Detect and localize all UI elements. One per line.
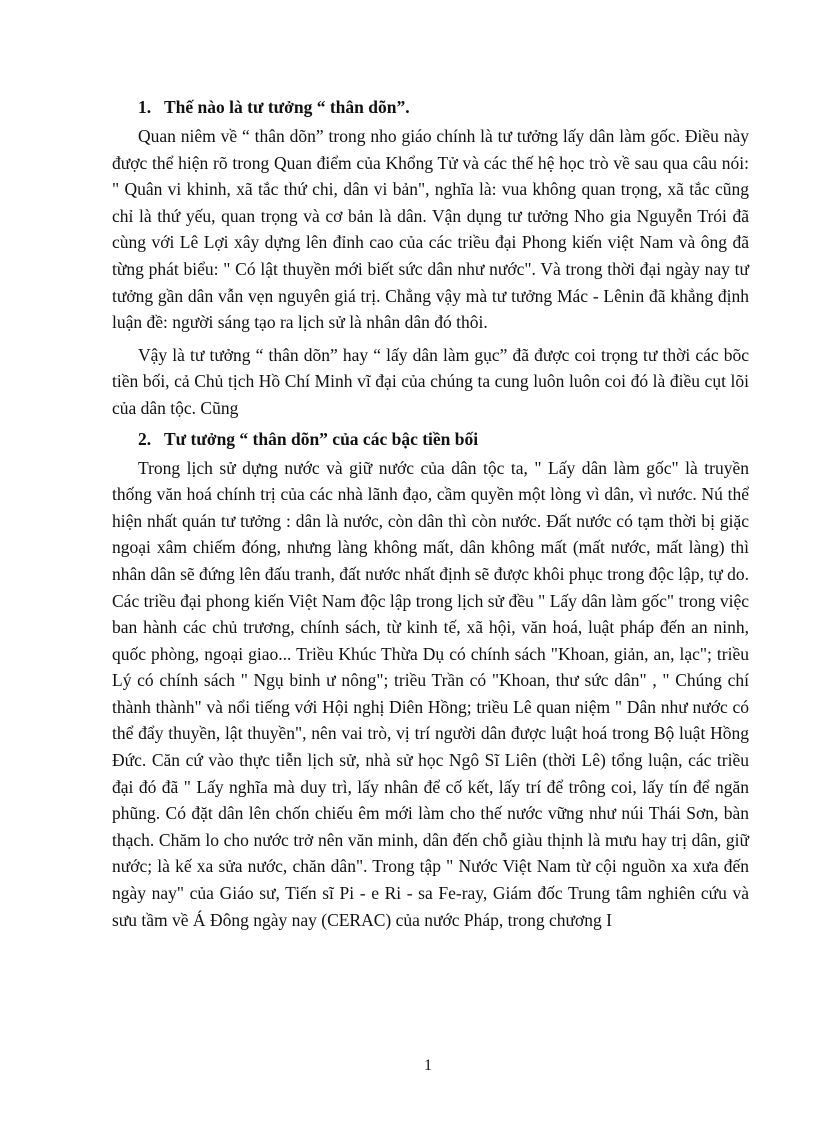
section-1-paragraph-2: Vậy là tư tưởng “ thân dõn” hay “ lấy dân làm gục” đã được coi trọng tư thời các bõc tiền bối, cả Chủ tịch Hồ Chí Minh vĩ đại của chúng ta cung luôn luôn coi đó là điều cụt lõi của dân tộc. Cũng: [112, 344, 749, 418]
section-1-title: Thế nào là tư tưởng “ thân dõn”.: [164, 97, 410, 117]
section-2-number: 2.: [138, 428, 152, 449]
section-1-heading: [112, 94, 749, 120]
section-1-number: 1.: [138, 97, 152, 117]
page-number: 1: [424, 1057, 432, 1074]
section-2-paragraph-1: Trong lịch sử dựng nước và giữ nước của dân tộc ta, " Lấy dân làm gốc" là truyền thống văn hoá chính trị của các nhà lãnh đạo, cầm quyền một lòng vì dân, vì nước. Nú thể hiện nhất quán tư tưởng : dân là nước, còn dân thì còn nước. Đất nước có tạm thời bị giặc ngoại xâm chiếm đóng, nhưng làng không mất, dân không mất (mất nước, mất làng) thì nhân dân sẽ đứng lên đấu tranh, đất nước nhất định sẽ được khôi phục trong độc lập, tự do. Các triều đại phong kiến Việt Nam độc lập trong lịch sử đều " Lấy dân làm gốc" trong việc ban hành các chủ trương, chính sách, từ kinh tế, xã hội, văn hoá, luật pháp đến an ninh, quốc phòng, ngoại giao... Triều Khúc Thừa Dụ có chính sách "Khoan, giản, an, lạc"; triều Lý có chính sách " Ngụ binh ư nông"; triều Trần có "Khoan, thư sức dân" , " Chúng chí thành thành" và nổi tiếng với Hội nghị Diên Hồng; triều Lê quan niệm " Dân như nước có thể đẩy thuyền, lật thuyền", nên vai trò, vị trí người dân được luật hoá trong Bộ luật Hồng Đức. Căn cứ vào thực tiễn lịch sử, nhà sử học Ngô Sĩ Liên (thời Lê) tổng luận, các triều đại đó đã " Lấy nghĩa mà duy trì, lấy nhân để cố kết, lấy trí để trông coi, lấy tín để ngăn phũng. Có đặt dân lên chốn chiếu êm mới làm cho thế nước vững như núi Thái Sơn, bàn thạch. Chăm lo cho nước trở nên văn minh, dân đến chỗ giàu thịnh là mưu hay trị dân, giữ nước; là kế xa sửa nước, chăn dân". Trong tập " Nước Việt Nam từ cội nguồn xa xưa đến ngày nay" của Giáo sư, Tiến sĩ Pi - e Ri - sa Fe-ray, Giám đốc Trung tâm nghiên cứu và sưu tầm về Á Đông ngày nay (CERAC) của nước Pháp, trong chương I: [112, 457, 749, 930]
document-page: [112, 94, 749, 933]
section-2-heading: [112, 426, 749, 452]
section-1-paragraph-1: Quan niêm về “ thân dõn” trong nho giáo chính là tư tưởng lấy dân làm gốc. Điều này được thể hiện rõ trong Quan điểm của Khổng Tử và các thế hệ học trò về sau qua câu nói: " Quân vi khinh, xã tắc thứ chi, dân vi bản", nghĩa là: vua không quan trọng, xã tắc cũng chỉ là thứ yếu, quan trọng và cơ bản là dân. Vận dụng tư tưởng Nho gia Nguyễn Trói đã cùng với Lê Lợi xây dựng lên đỉnh cao của các triều đại Phong kiến việt Nam và ông đã từng phát biểu: " Có lật thuyền mới biết sức dân như nước". Và trong thời đại ngày nay tư tưởng gần dân vẫn vẹn nguyên giá trị. Chẳng vậy mà tư tưởng Mác - Lênin đã khẳng định luận đề: người sáng tạo ra lịch sử là nhân dân đó thôi.: [112, 126, 749, 333]
section-2-title: Tư tưởng “ thân dõn” của các bậc tiền bối: [164, 428, 479, 449]
